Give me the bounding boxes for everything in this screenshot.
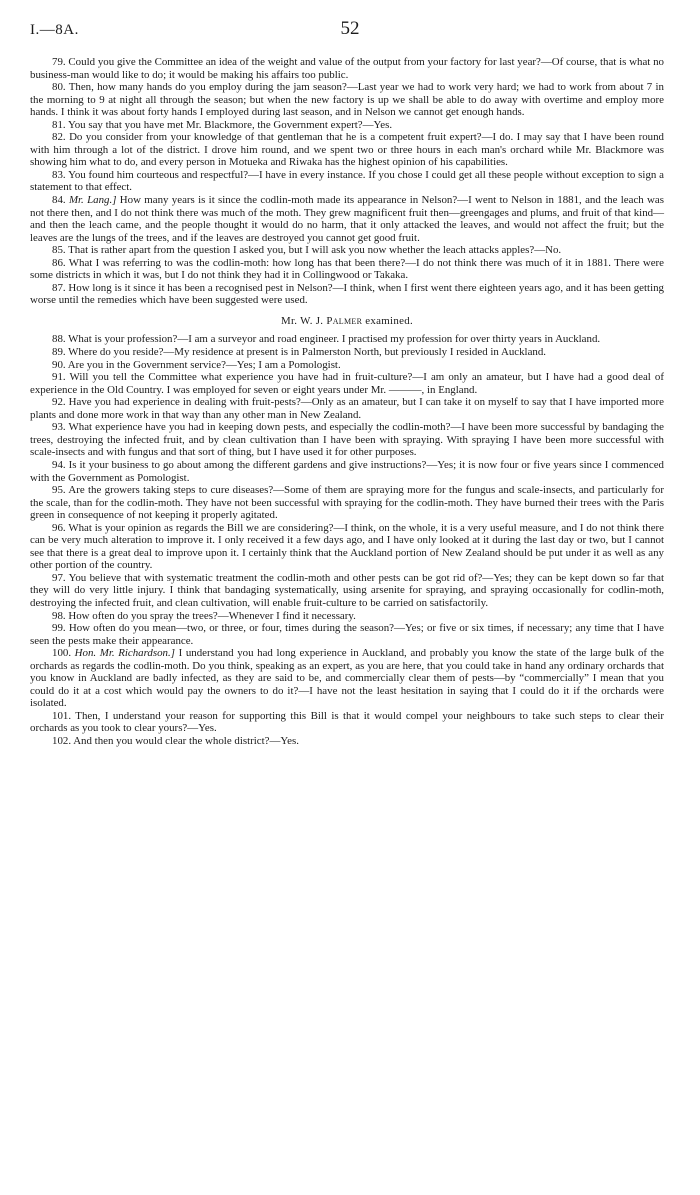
question-number: 102. xyxy=(52,734,72,747)
question-text: And then you would clear the whole district?—Yes. xyxy=(73,734,299,747)
question-text: Then, I understand your reason for supporting this Bill is that it would compel your neighbours to take such steps to clear their orchards as you took to clear yours?—Yes. xyxy=(30,709,664,735)
question-number: 98. xyxy=(52,609,66,622)
question-text: What is your profession?—I am a surveyor and road engineer. I practised my profession for over thirty years in Auckland. xyxy=(68,333,601,346)
question-text: Could you give the Committee an idea of the weight and value of the output from your factory for last year?—Of course, that is what no business-man would like to do; it would be making his affairs too public. xyxy=(30,56,664,81)
page-header xyxy=(30,14,670,44)
question-paragraph xyxy=(30,169,664,194)
question-paragraph xyxy=(30,522,664,572)
witness-heading xyxy=(30,315,664,328)
question-text: What I was referring to was the codlin-moth: how long has that been there?—I do not think there was much of it in 1881. There were some districts in which it was, but I do not think they had it in Collingwood or Takaka. xyxy=(30,256,664,282)
question-paragraph xyxy=(30,396,664,421)
witness-heading-suffix: examined. xyxy=(365,314,414,327)
question-text: How often do you mean—two, or three, or four, times during the season?—Yes; or five or six times, if necessary; any time that I have seen the pests make their appearance. xyxy=(30,622,664,647)
document-reference: I.—8A. xyxy=(30,22,79,38)
question-number: 90. xyxy=(52,358,66,371)
question-number: 95. xyxy=(52,484,66,497)
question-number: 88. xyxy=(52,333,66,346)
question-paragraph xyxy=(30,572,664,610)
question-number: 94. xyxy=(52,458,66,471)
question-paragraph xyxy=(30,131,664,169)
question-text: Do you consider from your knowledge of that gentleman that he is a competent fruit expert?—I do. I may say that I have been round with him through a lot of the district. I drove him round, and we spent two or three hours in each man's orchard while Mr. Blackmore was showing him what to do, and every person in Motueka and Riwaka has the highest opinion of his capabilities. xyxy=(30,131,664,169)
question-paragraph xyxy=(30,56,664,81)
question-text: I understand you had long experience in Auckland, and probably you know the state of the large bulk of the orchards as regards the codlin-moth. Do you think, speaking as an expert, as you are here, that you could take in hand any ordinary orchards that you know in Auckland are badly infected, as they are said to be, and commercially clear them of pests—by “commercially” I mean that you could do it at a cost which would pay the owners to do it?—I have not the least hesitation in saying that I could do it if the orchards were isolated. xyxy=(30,647,664,710)
question-number: 97. xyxy=(52,571,66,584)
question-text: What experience have you had in keeping down pests, and especially the codlin-moth?—I have been more successful by bandaging the trees, destroying the infected fruit, and by clean cultivation than I have been with spraying. With spraying I have been more successful with scale-insects and with fungus and that sort of thing, but I have used it for other purposes. xyxy=(30,421,664,459)
question-number: 96. xyxy=(52,521,66,534)
question-paragraph xyxy=(30,119,664,132)
witness-heading-prefix: Mr. W. J. xyxy=(280,314,324,327)
question-paragraph xyxy=(30,610,664,623)
question-paragraph xyxy=(30,371,664,396)
question-paragraph xyxy=(30,647,664,710)
question-number: 93. xyxy=(52,421,66,434)
question-text: Are the growers taking steps to cure diseases?—Some of them are spraying more for the fungus and scale-insects, and particularly for the scale, than for the codlin-moth. They have not been successful with spraying for the codlin-moth. They have burned their trees with the Paris green in consequence of not keeping it properly agitated. xyxy=(30,484,664,522)
question-paragraph xyxy=(30,735,664,748)
question-number: 83. xyxy=(52,168,66,181)
question-paragraph xyxy=(30,333,664,346)
speaker-name: Hon. Mr. Richardson.] xyxy=(74,647,175,660)
question-text: You found him courteous and respectful?—I have in every instance. If you chose I could get all these people without exception to sign a statement to that effect. xyxy=(30,168,664,194)
testimony-block-1 xyxy=(30,56,664,307)
question-text: What is your opinion as regards the Bill we are considering?—I think, on the whole, it is a very useful measure, and I do not think there can be very much alteration to improve it. I only received it a few days ago, and I have only looked at it during the last day or two, but I cannot see that there is a great deal to improve upon it. I certainly think that the Auckland portion of New Zealand should be put under it as well as any other portion of the country. xyxy=(30,521,664,572)
testimony-block-2 xyxy=(30,333,664,747)
question-text: You believe that with systematic treatment the codlin-moth and other pests can be got rid of?—Yes; they can be kept down so far that they will do very little injury. I think that bandaging systematically, using arsenite for spraying, and spraying occasionally for codlin-moth, destroying the infected fruit, and clean cultivation, will enable fruit-culture to be carried on satisfactorily. xyxy=(30,571,664,609)
question-paragraph xyxy=(30,244,664,257)
question-number: 99. xyxy=(52,622,66,635)
question-number: 87. xyxy=(52,281,66,294)
question-text: Have you had experience in dealing with fruit-pests?—Only as an amateur, but I can take it on myself to say that I have imported more plants and done more work in that way than any other man in New Zealand. xyxy=(30,396,664,421)
question-number: 92. xyxy=(52,396,66,409)
document-body xyxy=(30,56,664,748)
question-number: 81. xyxy=(52,118,66,131)
page-number: 52 xyxy=(340,18,360,39)
question-text: You say that you have met Mr. Blackmore, the Government expert?—Yes. xyxy=(67,118,393,131)
question-text: That is rather apart from the question I asked you, but I will ask you now whether the leach attacks apples?—No. xyxy=(68,244,562,257)
question-number: 100. xyxy=(52,647,72,660)
question-paragraph xyxy=(30,81,664,119)
question-number: 85. xyxy=(52,244,66,257)
question-number: 89. xyxy=(52,346,66,359)
question-text: Where do you reside?—My residence at present is in Palmerston North, but previously I resided in Auckland. xyxy=(68,346,547,359)
question-text: Are you in the Government service?—Yes; I am a Pomologist. xyxy=(67,358,341,371)
question-number: 91. xyxy=(52,371,66,384)
question-number: 82. xyxy=(52,131,66,144)
question-paragraph xyxy=(30,359,664,372)
question-text: Then, how many hands do you employ during the jam season?—Last year we had to work very hard; we had to work from about 7 in the morning to 9 at night all through the season; but when the new factory is up we shall be able to do away with overtime and employ more hands. I think it was about forty hands I employed during last season, and in Nelson we cannot get enough hands. xyxy=(30,81,664,119)
question-text: How many years is it since the codlin-moth made its appearance in Nelson?—I went to Nelson in 1881, and the leach was not there then, and I do not think there was much of the moth. They grew magnificent fruit then—greengages and plums, and fruit of that kind—and then the leach came, and the people thought it would do no harm, that it only attacked the leaves, and would not affect the fruit; but the leaves are the lungs of the trees, and if the leaves are destroyed you cannot get good fruit. xyxy=(30,194,664,244)
question-number: 86. xyxy=(52,256,66,269)
question-paragraph xyxy=(30,194,664,244)
question-text: Will you tell the Committee what experience you have had in fruit-culture?—I am only an amateur, but I have had a good deal of experience in the Old Country. I was employed for seven or eight years under Mr. ———, in England. xyxy=(30,371,664,396)
question-paragraph xyxy=(30,484,664,522)
question-text: Is it your business to go about among the different gardens and give instructions?—Yes; it is now four or five years since I commenced with the Government as Pomologist. xyxy=(30,458,664,484)
question-text: How long is it since it has been a recognised pest in Nelson?—I think, when I first went there eighteen years ago, and it has been getting worse until the remedies which have been suggested were used. xyxy=(30,281,664,307)
question-paragraph xyxy=(30,710,664,735)
question-paragraph xyxy=(30,346,664,359)
question-paragraph xyxy=(30,282,664,307)
question-paragraph xyxy=(30,257,664,282)
question-number: 84. xyxy=(52,194,66,207)
question-text: How often do you spray the trees?—Whenever I find it necessary. xyxy=(68,609,356,622)
question-paragraph xyxy=(30,622,664,647)
question-paragraph xyxy=(30,421,664,459)
question-number: 101. xyxy=(52,709,72,722)
question-number: 80. xyxy=(52,81,66,94)
speaker-name: Mr. Lang.] xyxy=(68,194,117,207)
question-paragraph xyxy=(30,459,664,484)
witness-name: Palmer xyxy=(326,314,363,327)
question-number: 79. xyxy=(52,56,66,68)
